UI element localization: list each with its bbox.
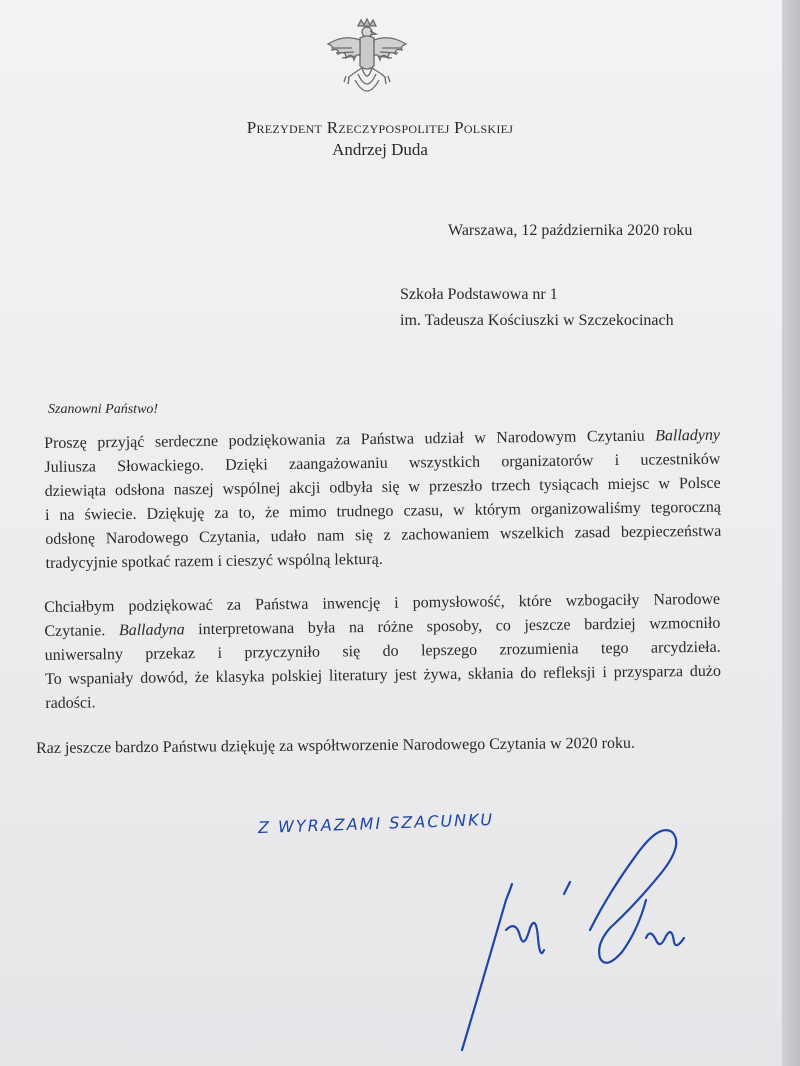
- header-name: Andrzej Duda: [332, 140, 428, 159]
- paragraph-1-line: Juliusza Słowackiego. Dzięki zaangażowaniu wszystkich organizatorów i uczestników: [44, 450, 721, 476]
- header-title: Prezydent Rzeczypospolitej Polskiej: [246, 118, 514, 137]
- addressee-line-2: im. Tadeusza Kościuszki w Szczekocinach: [400, 312, 674, 329]
- paragraph-2-line: radości.: [45, 694, 96, 712]
- page-edge-shadow: [782, 0, 800, 1066]
- paragraph-2: [44, 588, 721, 716]
- paragraph-2-line: Chciałbym podziękować za Państwa inwencję i pomysłowość, które wzbogaciły Narodowe: [44, 590, 721, 616]
- polish-eagle-emblem-icon: [322, 18, 412, 102]
- paragraph-2-line: uniwersalny przekaz i przyczyniło się do lepszego zrozumienia tego arcydzieła.: [44, 638, 721, 664]
- italic-title: Balladyna: [118, 621, 185, 640]
- paragraph-2-line: Czytanie. Balladyna interpretowana była na różne sposoby, co jeszcze bardziej wzmocniło: [44, 614, 721, 640]
- paragraph-1-line: tradycyjnie spotkać razem i cieszyć wspólną lekturą.: [45, 550, 383, 572]
- closing-line: Raz jeszcze bardzo Państwu dziękuję za współtworzenie Narodowego Czytania w 2020 roku.: [36, 734, 636, 757]
- handwritten-closing: Z WYRAZAMI SZACUNKU: [257, 809, 495, 838]
- paragraph-1-line: Proszę przyjąć serdeczne podziękowania za Państwa udział w Narodowym Czytaniu Balladyny: [44, 426, 721, 452]
- salutation: Szanowni Państwo!: [48, 402, 159, 417]
- paragraph-1-line: odsłonę Narodowego Czytania, udało nam się z zachowaniem wszelkich zasad bezpieczeństwa: [45, 522, 722, 548]
- paragraph-1: [44, 424, 722, 576]
- paragraph-2-line: To wspaniały dowód, że klasyka polskiej literatury jest żywa, skłania do refleksji i przysparza dużo: [44, 662, 722, 688]
- italic-title: Balladyny: [655, 426, 721, 445]
- addressee-line-1: Szkoła Podstawowa nr 1: [400, 286, 558, 303]
- paragraph-1-line: i na świecie. Dziękuję za to, że mimo trudnego czasu, w którym organizowaliśmy tegoroczną: [44, 498, 722, 524]
- place-date: Warszawa, 12 października 2020 roku: [448, 222, 693, 239]
- paragraph-1-line: dziewiąta odsłona naszej wspólnej akcji odbyła się w przeszło trzech tysiącach miejsc w Polsce: [44, 474, 721, 500]
- handwritten-signature: [440, 810, 700, 1060]
